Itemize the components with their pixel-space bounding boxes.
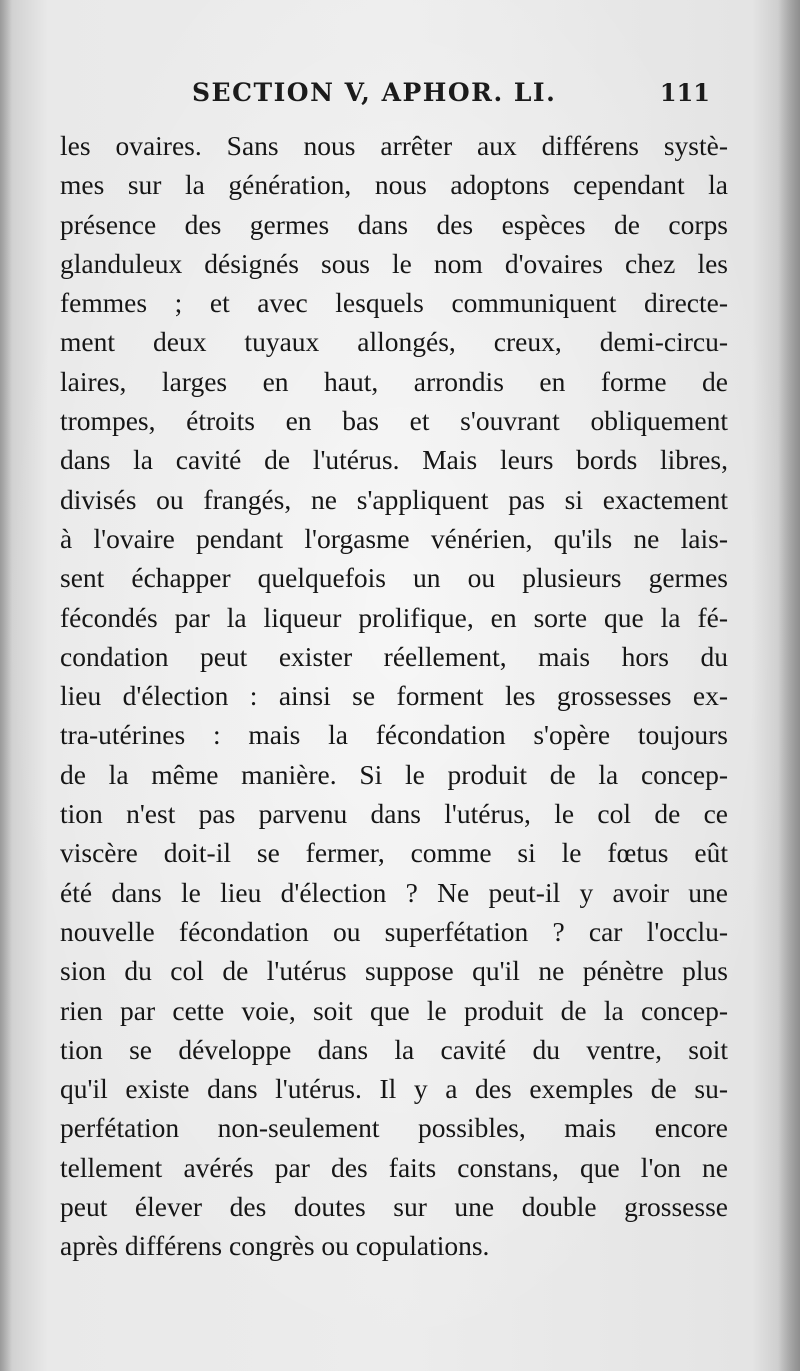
binding-shadow (0, 0, 12, 1371)
text-line: glanduleux désignés sous le nom d'ovaires chez les (60, 247, 728, 279)
text-line: les ovaires. Sans nous arrêter aux différens systè- (60, 130, 728, 161)
running-title: SECTION V, APHOR. LI. (192, 78, 557, 107)
text-line: peut élever des doutes sur une double grossesse (60, 1191, 728, 1223)
text-line: sion du col de l'utérus suppose qu'il ne pénètre plus (60, 955, 728, 987)
text-line: trompes, étroits en bas et s'ouvrant obliquement (60, 405, 728, 437)
body-text (60, 126, 728, 1266)
text-line: à l'ovaire pendant l'orgasme vénérien, qu'ils ne lais- (60, 522, 728, 554)
text-line: viscère doit-il se fermer, comme si le fœtus eût (60, 837, 728, 869)
text-line: présence des germes dans des espèces de corps (60, 208, 728, 240)
text-line: dans la cavité de l'utérus. Mais leurs bords libres, (60, 444, 728, 476)
text-line: divisés ou frangés, ne s'appliquent pas si exactement (60, 483, 728, 515)
text-line: après différens congrès ou copulations. (60, 1230, 490, 1262)
text-line: lieu d'élection : ainsi se forment les grossesses ex- (60, 680, 728, 712)
text-line: laires, larges en haut, arrondis en forme de (60, 365, 728, 397)
text-line: mes sur la génération, nous adoptons cependant la (60, 169, 728, 201)
text-line: ment deux tuyaux allongés, creux, demi-circu- (60, 326, 728, 358)
text-line: condation peut exister réellement, mais hors du (60, 640, 728, 672)
text-line: tion n'est pas parvenu dans l'utérus, le col de ce (60, 798, 728, 830)
text-line: tellement avérés par des faits constans, que l'on ne (60, 1151, 728, 1183)
text-line: sent échapper quelquefois un ou plusieurs germes (60, 562, 728, 594)
text-line: de la même manière. Si le produit de la concep- (60, 758, 728, 790)
text-line: tra-utérines : mais la fécondation s'opère toujours (60, 719, 728, 751)
text-line: qu'il existe dans l'utérus. Il y a des exemples de su- (60, 1073, 728, 1105)
page-edge-shadow (778, 0, 800, 1371)
text-line: femmes ; et avec lesquels communiquent directe- (60, 287, 728, 319)
running-header (60, 78, 710, 118)
text-line: perfétation non-seulement possibles, mais encore (60, 1112, 728, 1144)
page-number: 111 (659, 78, 710, 107)
text-line: rien par cette voie, soit que le produit de la concep- (60, 994, 728, 1026)
text-line: fécondés par la liqueur prolifique, en sorte que la fé- (60, 601, 728, 633)
text-line: nouvelle fécondation ou superfétation ? car l'occlu- (60, 915, 728, 947)
text-line: tion se développe dans la cavité du ventre, soit (60, 1033, 728, 1065)
text-line: été dans le lieu d'élection ? Ne peut-il y avoir une (60, 876, 728, 908)
